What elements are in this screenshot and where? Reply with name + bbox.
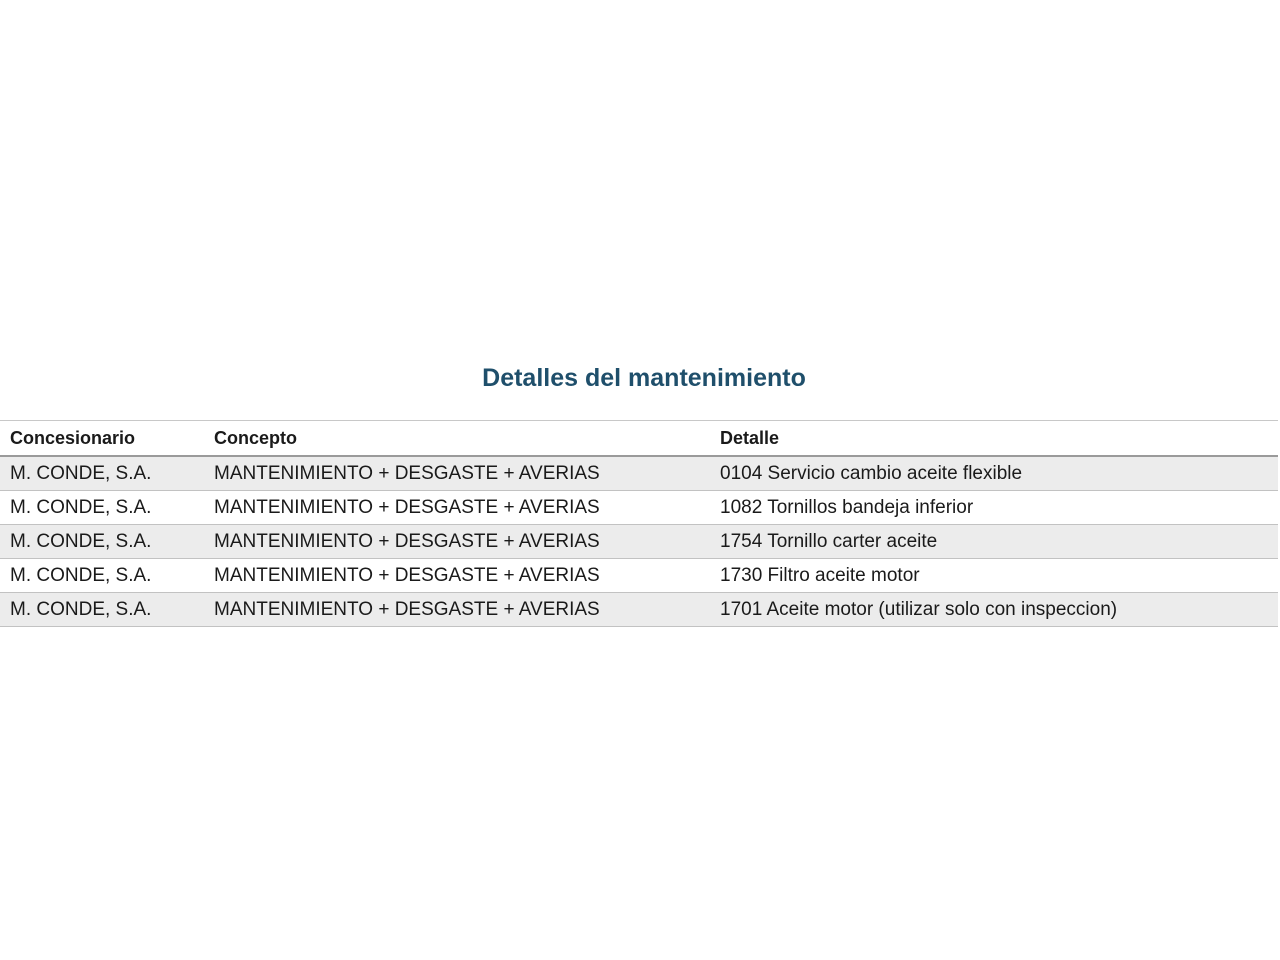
table-row bbox=[0, 456, 1278, 491]
cell-detalle: 0104 Servicio cambio aceite flexible bbox=[710, 456, 1278, 491]
cell-concepto: MANTENIMIENTO + DESGASTE + AVERIAS bbox=[204, 525, 710, 559]
cell-concepto: MANTENIMIENTO + DESGASTE + AVERIAS bbox=[204, 491, 710, 525]
column-header-concesionario: Concesionario bbox=[0, 421, 204, 457]
table-header bbox=[0, 421, 1278, 457]
cell-concesionario: M. CONDE, S.A. bbox=[0, 456, 204, 491]
table-body bbox=[0, 456, 1278, 627]
cell-concepto: MANTENIMIENTO + DESGASTE + AVERIAS bbox=[204, 593, 710, 627]
cell-detalle: 1082 Tornillos bandeja inferior bbox=[710, 491, 1278, 525]
cell-detalle: 1701 Aceite motor (utilizar solo con inspeccion) bbox=[710, 593, 1278, 627]
header-row bbox=[0, 421, 1278, 457]
maintenance-table-container bbox=[0, 420, 1278, 627]
table-row bbox=[0, 593, 1278, 627]
cell-concesionario: M. CONDE, S.A. bbox=[0, 491, 204, 525]
column-header-concepto: Concepto bbox=[204, 421, 710, 457]
cell-concesionario: M. CONDE, S.A. bbox=[0, 559, 204, 593]
cell-concesionario: M. CONDE, S.A. bbox=[0, 593, 204, 627]
table-row bbox=[0, 559, 1278, 593]
cell-concepto: MANTENIMIENTO + DESGASTE + AVERIAS bbox=[204, 559, 710, 593]
page-title: Detalles del mantenimiento bbox=[482, 364, 806, 392]
cell-concesionario: M. CONDE, S.A. bbox=[0, 525, 204, 559]
cell-concepto: MANTENIMIENTO + DESGASTE + AVERIAS bbox=[204, 456, 710, 491]
table-row bbox=[0, 525, 1278, 559]
cell-detalle: 1754 Tornillo carter aceite bbox=[710, 525, 1278, 559]
table-row bbox=[0, 491, 1278, 525]
column-header-detalle: Detalle bbox=[710, 421, 1278, 457]
maintenance-table bbox=[0, 420, 1278, 627]
cell-detalle: 1730 Filtro aceite motor bbox=[710, 559, 1278, 593]
